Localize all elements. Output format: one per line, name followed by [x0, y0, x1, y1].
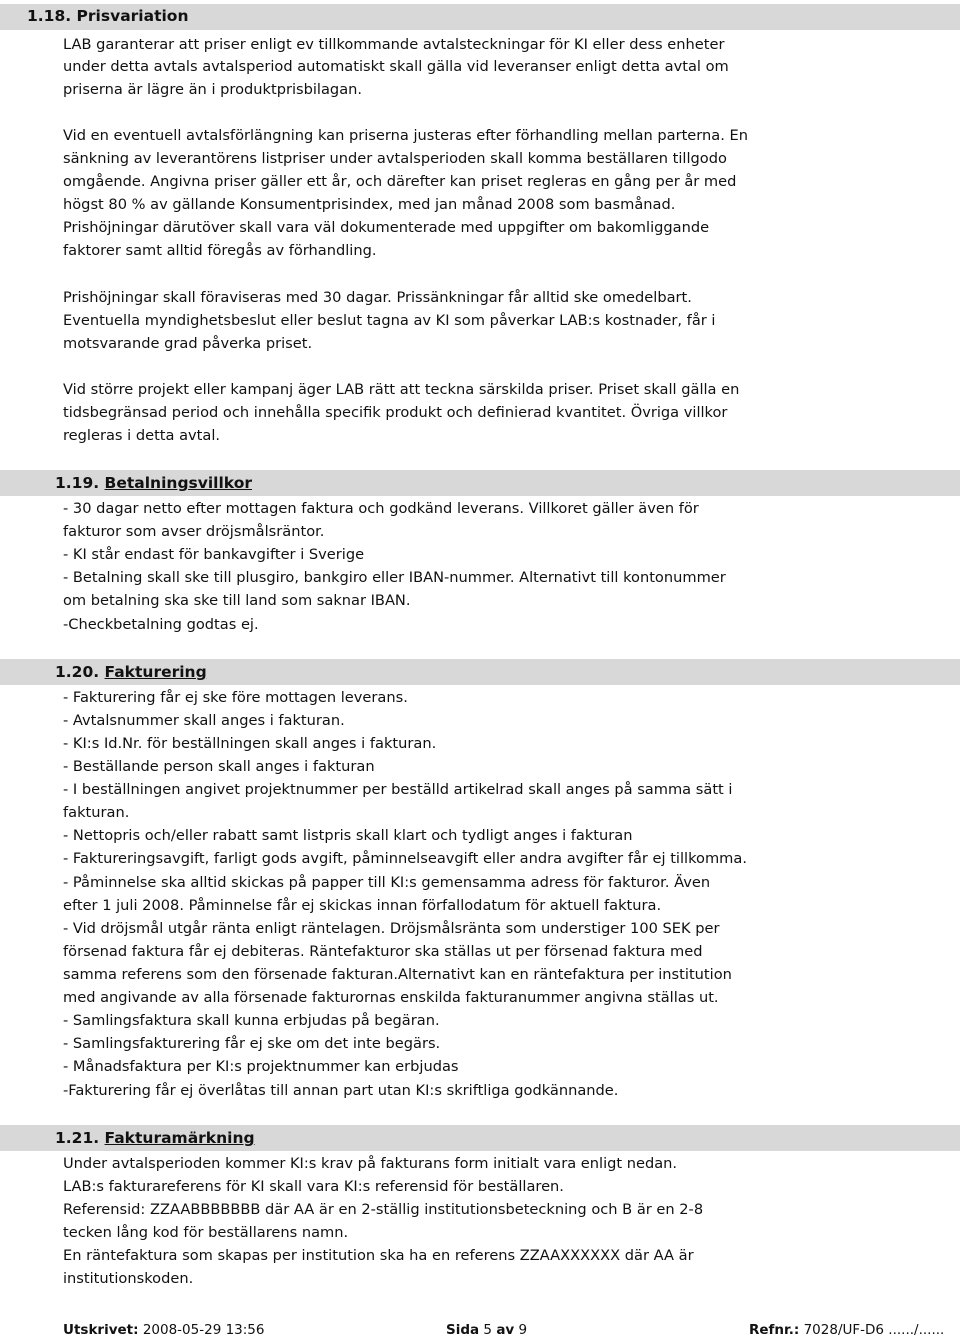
list-item: - KI står endast för bankavgifter i Sverige: [63, 546, 365, 563]
list-item: - I beställningen angivet projektnummer per beställd artikelrad skall anges på samma sätt i: [63, 781, 733, 798]
section-title: Fakturamärkning: [104, 1129, 255, 1147]
list-item: - Fakturering får ej ske före mottagen leverans.: [63, 689, 408, 706]
list-item: - Beställande person skall anges i fakturan: [63, 758, 375, 775]
list-item: om betalning ska ske till land som saknar IBAN.: [63, 592, 411, 609]
footer-page-number: 5: [483, 1322, 493, 1338]
footer-printed-value: 2008-05-29 13:56: [142, 1322, 265, 1338]
body-line: högst 80 % av gällande Konsumentprisindex, med jan månad 2008 som basmånad.: [63, 196, 676, 213]
list-item: försenad faktura får ej debiteras. Räntefakturor ska ställas ut per försenad faktura med: [63, 943, 703, 960]
footer-page: [446, 1322, 527, 1338]
body-line: omgående. Angivna priser gäller ett år, och därefter kan priset regleras en gång per år med: [63, 173, 737, 190]
list-item: -Fakturering får ej överlåtas till annan part utan KI:s skriftliga godkännande.: [63, 1082, 619, 1099]
body-line: faktorer samt alltid föregås av förhandling.: [63, 242, 377, 259]
list-item: - 30 dagar netto efter mottagen faktura och godkänd leverans. Villkoret gäller även för: [63, 500, 699, 517]
list-item: - Avtalsnummer skall anges i fakturan.: [63, 712, 345, 729]
list-item: efter 1 juli 2008. Påminnelse får ej skickas innan förfallodatum för aktuell faktura.: [63, 897, 662, 914]
list-item: - Nettopris och/eller rabatt samt listpris skall klart och tydligt anges i fakturan: [63, 827, 633, 844]
list-item: - Faktureringsavgift, farligt gods avgift, påminnelseavgift eller andra avgifter får ej tillkomma.: [63, 850, 747, 867]
section-title: Fakturering: [104, 663, 207, 681]
list-item: med angivande av alla försenade fakturornas enskilda fakturanummer angivna ställas ut.: [63, 989, 719, 1006]
section-number: 1.18.: [27, 7, 72, 25]
body-line: regleras i detta avtal.: [63, 427, 221, 444]
body-line: LAB garanterar att priser enligt ev tillkommande avtalsteckningar för KI eller dess enheter: [63, 36, 725, 53]
body-line: tidsbegränsad period och innehålla specifik produkt och definierad kvantitet. Övriga villkor: [63, 404, 728, 421]
section-heading-1-18: [27, 7, 188, 25]
section-number: 1.19.: [55, 474, 100, 492]
list-item: - Betalning skall ske till plusgiro, bankgiro eller IBAN-nummer. Alternativt till kontonummer: [63, 569, 726, 586]
section-title: Prisvariation: [76, 7, 189, 25]
footer-ref-value: 7028/UF-D6 ....../......: [803, 1322, 945, 1338]
body-line: Eventuella myndighetsbeslut eller beslut tagna av KI som påverkar LAB:s kostnader, får i: [63, 312, 716, 329]
body-line: Vid större projekt eller kampanj äger LAB rätt att teckna särskilda priser. Priset skall gälla en: [63, 381, 740, 398]
body-line: institutionskoden.: [63, 1270, 194, 1287]
body-line: Vid en eventuell avtalsförlängning kan priserna justeras efter förhandling mellan parterna. En: [63, 127, 748, 144]
list-item: - Vid dröjsmål utgår ränta enligt räntelagen. Dröjsmålsränta som understiger 100 SEK per: [63, 920, 720, 937]
list-item: - Påminnelse ska alltid skickas på papper till KI:s gemensamma adress för fakturor. Även: [63, 874, 711, 891]
body-line: Under avtalsperioden kommer KI:s krav på fakturans form initialt vara enligt nedan.: [63, 1155, 678, 1172]
body-line: Prishöjningar därutöver skall vara väl dokumenterade med uppgifter om bakomliggande: [63, 219, 710, 236]
body-line: tecken lång kod för beställarens namn.: [63, 1224, 349, 1241]
footer-printed: [63, 1322, 264, 1338]
section-number: 1.21.: [55, 1129, 100, 1147]
body-line: under detta avtals avtalsperiod automatiskt skall gälla vid leveranser enligt detta avtal om: [63, 58, 729, 75]
list-item: fakturan.: [63, 804, 130, 821]
section-number: 1.20.: [55, 663, 100, 681]
body-line: Prishöjningar skall föraviseras med 30 dagar. Prissänkningar får alltid ske omedelbart.: [63, 289, 692, 306]
list-item: - Månadsfaktura per KI:s projektnummer kan erbjudas: [63, 1058, 459, 1075]
body-line: LAB:s fakturareferens för KI skall vara KI:s referensid för beställaren.: [63, 1178, 564, 1195]
section-heading-1-21: [55, 1129, 255, 1147]
list-item: samma referens som den försenade fakturan.Alternativt kan en räntefaktura per institution: [63, 966, 732, 983]
footer-page-of: av: [496, 1322, 515, 1338]
list-item: - Samlingsfakturering får ej ske om det inte begärs.: [63, 1035, 441, 1052]
body-line: sänkning av leverantörens listpriser under avtalsperioden skall komma beställaren tillgodo: [63, 150, 727, 167]
body-line: priserna är lägre än i produktprisbilagan.: [63, 81, 363, 98]
footer-printed-label: Utskrivet:: [63, 1322, 139, 1338]
section-heading-1-19: [55, 474, 252, 492]
list-item: - Samlingsfaktura skall kunna erbjudas på begäran.: [63, 1012, 440, 1029]
body-line: motsvarande grad påverka priset.: [63, 335, 313, 352]
body-line: En räntefaktura som skapas per institution ska ha en referens ZZAAXXXXXX där AA är: [63, 1247, 694, 1264]
footer-ref-label: Refnr.:: [749, 1322, 800, 1338]
list-item: - KI:s Id.Nr. för beställningen skall anges i fakturan.: [63, 735, 437, 752]
footer-page-total: 9: [518, 1322, 528, 1338]
section-title: Betalningsvillkor: [104, 474, 252, 492]
footer-page-label: Sida: [446, 1322, 480, 1338]
section-heading-1-20: [55, 663, 207, 681]
list-item: -Checkbetalning godtas ej.: [63, 616, 259, 633]
footer-ref: [749, 1322, 944, 1338]
list-item: fakturor som avser dröjsmålsräntor.: [63, 523, 325, 540]
body-line: Referensid: ZZAABBBBBBB där AA är en 2-ställig institutionsbeteckning och B är en 2-8: [63, 1201, 704, 1218]
